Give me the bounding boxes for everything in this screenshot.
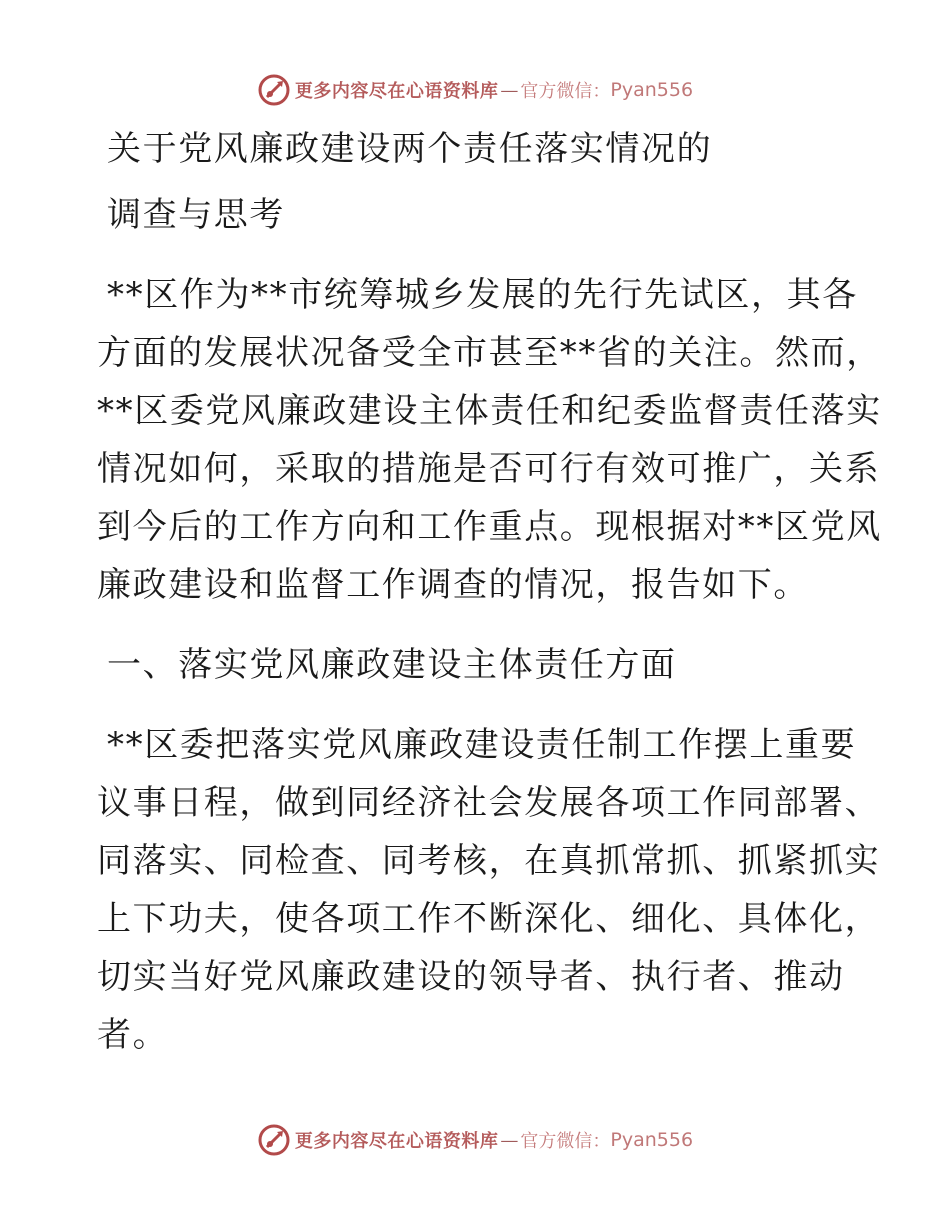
paragraph-line: 方面的发展状况备受全市甚至**省的关注。然而， — [97, 333, 882, 373]
watermark-official-label: 官方微信： — [520, 1131, 611, 1152]
paragraph-line: 议事日程，做到同经济社会发展各项工作同部署、 — [97, 783, 881, 823]
watermark-separator: — — [500, 79, 519, 101]
paragraph-line: 上下功夫，使各项工作不断深化、细化、具体化， — [97, 899, 881, 939]
paragraph-line: **区委把落实党风廉政建设责任制工作摆上重要 — [107, 725, 857, 765]
watermark-main-text: 更多内容尽在心语资料库 — [294, 1131, 499, 1152]
paragraph-line: 切实当好党风廉政建设的领导者、执行者、推动 — [97, 957, 845, 997]
title-line: 关于党风廉政建设两个责任落实情况的 — [107, 129, 713, 169]
logo-icon — [257, 73, 291, 107]
footer-watermark — [0, 1120, 950, 1160]
title-line: 调查与思考 — [107, 195, 285, 235]
paragraph-line: 廉政建设和监督工作调查的情况，报告如下。 — [97, 565, 809, 605]
paragraph-intro — [97, 266, 882, 614]
header-watermark — [0, 70, 950, 110]
paragraph-line: **区作为**市统筹城乡发展的先行先试区，其各 — [107, 275, 858, 315]
paragraph-line: **区委党风廉政建设主体责任和纪委监督责任落实 — [97, 391, 882, 431]
watermark-official-label: 官方微信： — [520, 81, 611, 102]
watermark-id: Pyan556 — [610, 79, 694, 101]
logo-icon — [257, 1123, 291, 1157]
watermark-separator: — — [500, 1129, 519, 1151]
paragraph-line: 情况如何，采取的措施是否可行有效可推广，关系 — [97, 449, 881, 489]
watermark-main-text: 更多内容尽在心语资料库 — [294, 81, 499, 102]
paragraph-line: 同落实、同检查、同考核，在真抓常抓、抓紧抓实 — [97, 841, 881, 881]
section-heading: 一、落实党风廉政建设主体责任方面 — [107, 645, 677, 685]
paragraph-line: 到今后的工作方向和工作重点。现根据对**区党风 — [97, 507, 882, 547]
watermark-id: Pyan556 — [610, 1129, 694, 1151]
paragraph-section1 — [97, 716, 881, 1064]
document-body — [97, 118, 882, 1064]
paragraph-line: 者。 — [97, 1015, 169, 1055]
